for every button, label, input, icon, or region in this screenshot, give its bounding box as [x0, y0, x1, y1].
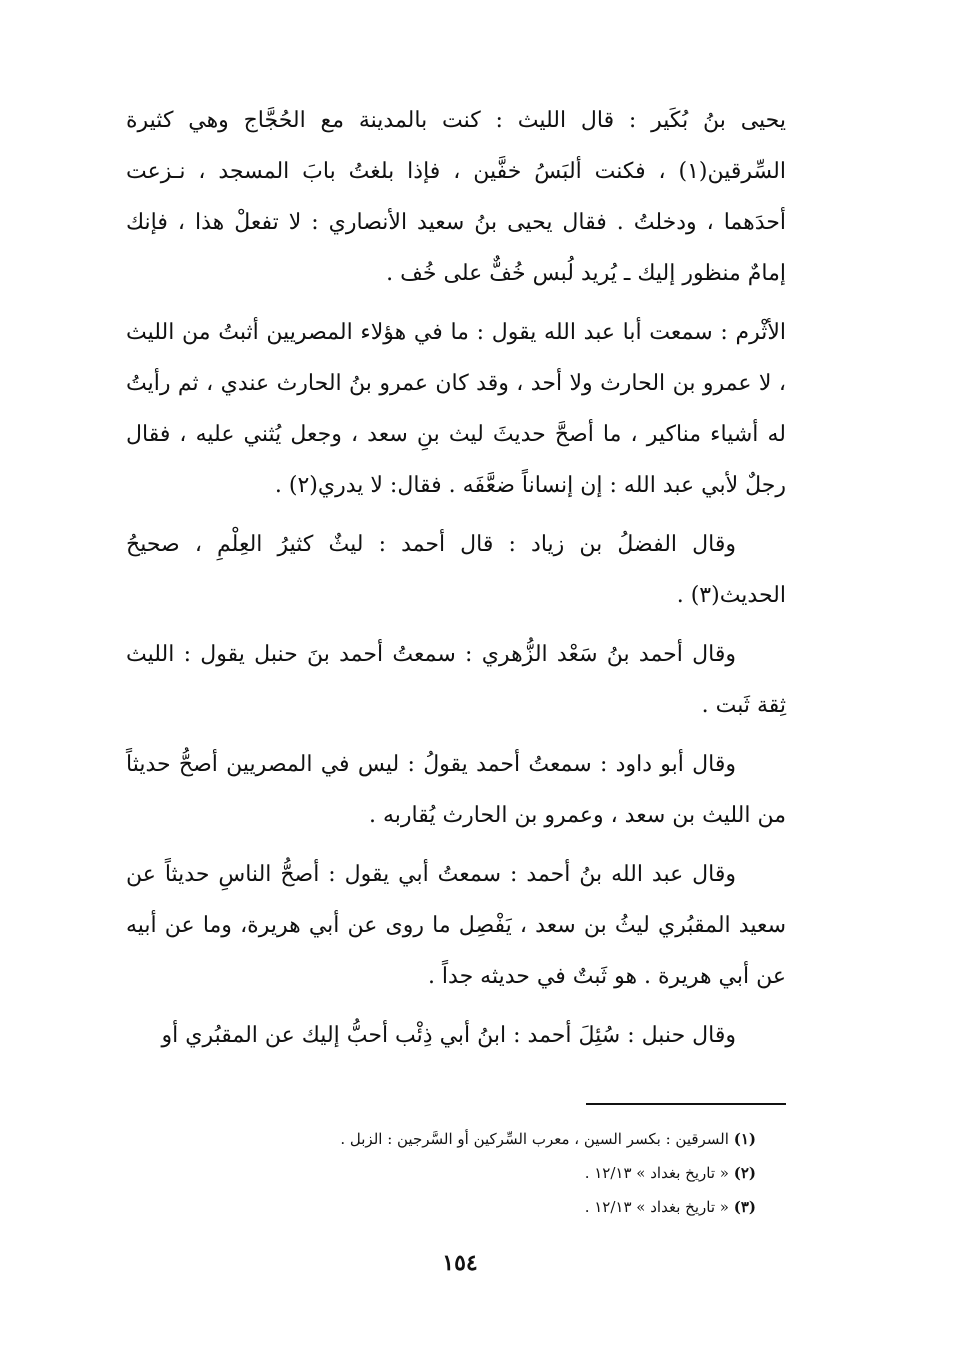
page-number: ١٥٤ — [442, 1250, 478, 1276]
paragraph-abu-dawud: وقال أبو داود : سمعتُ أحمد يقولُ : ليس في المصريين أصحُّ حديثاً من الليث بن سعد ، وعمرو بن الحارث يُقاربه . — [126, 752, 786, 828]
footnote-number: (١) — [733, 1130, 756, 1148]
paragraph-al-fadl-ibn-ziyad: وقال الفضلُ بن زياد : قال أحمد : ليثٌ كثيرُ العِلْمِ ، صحيحُ الحديث(٣) . — [126, 532, 786, 608]
footnote-item — [226, 1122, 756, 1156]
paragraph-al-athram: الأثْرم : سمعت أبا عبد الله يقول : ما في هؤلاء المصريين أثبتُ من الليث ، لا عمرو بن الحارث ولا أحد ، وقد كان عمرو بنُ الحارث عندي ، ثم رأيتُ له أشياء مناكير ، ما أصحَّ حديثَ ليث بنِ سعد ، وجعل يُثني عليه ، فقال رجلٌ لأبي عبد الله : إن إنساناً ضعَّفَه . فقال: لا يدري(٢) . — [126, 320, 786, 498]
footnote-number: (٣) — [733, 1198, 756, 1216]
footnote-separator — [586, 1103, 786, 1105]
footnote-text: « تاريخ بغداد » ١٢/١٣ . — [584, 1164, 729, 1182]
paragraph-ahmad-ibn-saad: وقال أحمد بنُ سَعْد الزُّهري : سمعتُ أحمد بنَ حنبل يقول : الليث ثِقة ثَبت . — [126, 642, 786, 718]
footnotes — [226, 1122, 756, 1224]
footnote-item — [226, 1190, 756, 1224]
footnote-number: (٢) — [733, 1164, 756, 1182]
paragraph-hanbal: وقال حنبل : سُئِلَ أحمد : ابنُ أبي ذِئْب أحبُّ إليك عن المقبُري أو — [161, 1023, 736, 1048]
footnote-text: « تاريخ بغداد » ١٢/١٣ . — [584, 1198, 729, 1216]
main-text — [126, 95, 786, 1069]
paragraph-abdullah-ibn-ahmad: وقال عبد الله بنُ أحمد : سمعتُ أبي يقول : أصحُّ الناسِ حديثاً عن سعيد المقبُري ليثُ بن سعد ، يَفْصِل ما روى عن أبي هريرة، وما عن أبيه عن أبي هريرة . هو ثَبتٌ في حديثه جداً . — [126, 862, 786, 989]
footnote-item — [226, 1156, 756, 1190]
paragraph-yahya-ibn-bukayr: يحيى بنُ بُكَير : قال الليث : كنت بالمدينة مع الحُجَّاج وهي كثيرة السِّرقين(١) ، فكنت ألبَسُ خفَّين ، فإذا بلغتُ بابَ المسجد ، نـزعت أحدَهما ، ودخلتُ . فقال يحيى بنُ سعيد الأنصاري : لا تفعلْ هذا ، فإنك إمامٌ منظور إليك ـ يُريد لُبس خُفٌّ على خُف . — [126, 108, 787, 286]
footnote-text: السرقين : بكسر السين ، معرب السِّركين أو السَّرجين : الزبل . — [340, 1130, 729, 1148]
